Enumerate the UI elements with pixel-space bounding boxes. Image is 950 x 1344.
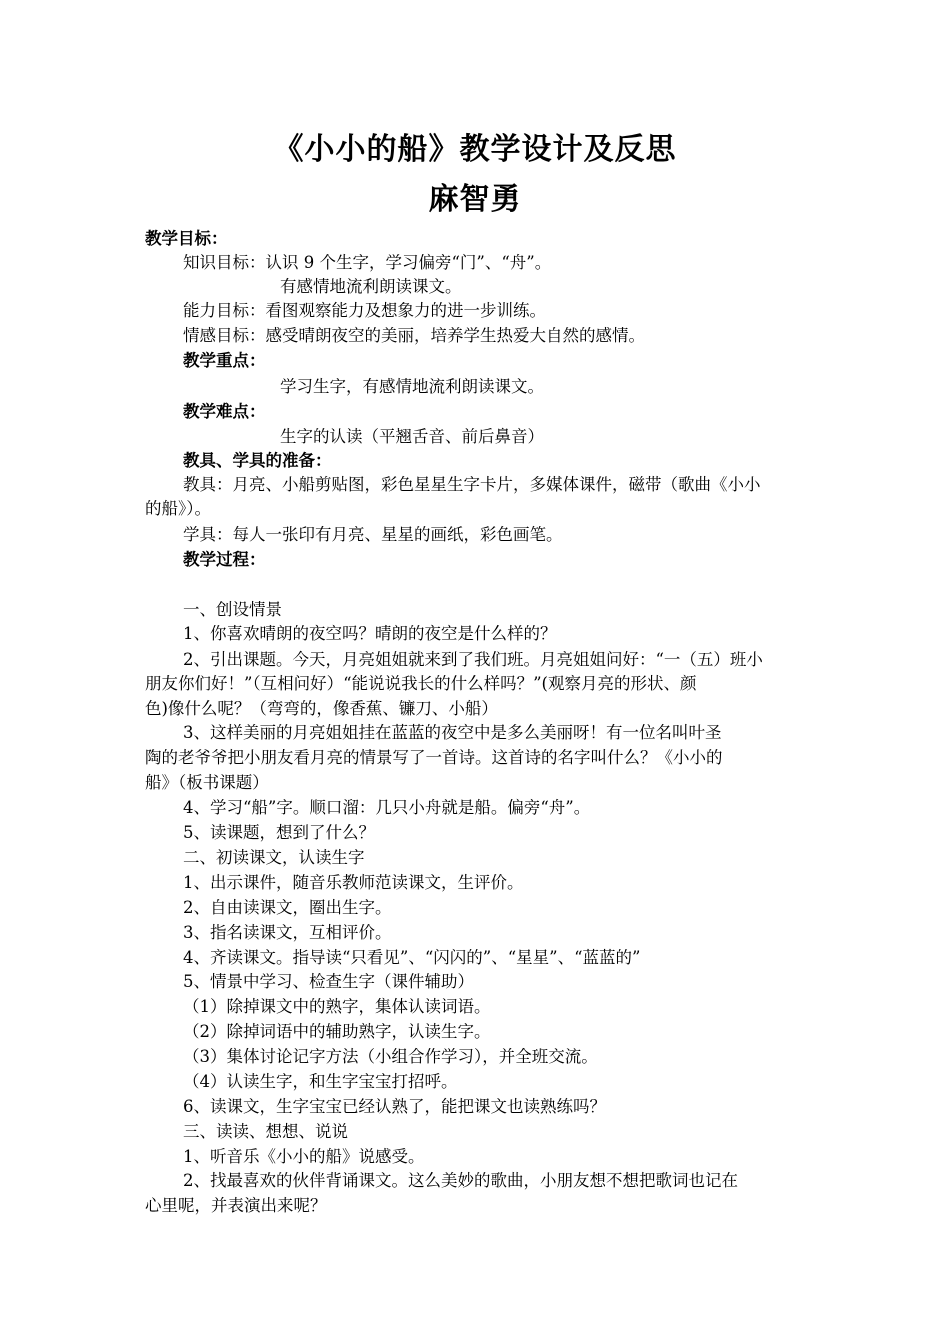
process-step-heading: 三、读读、想想、说说: [183, 1122, 348, 1141]
process-subitem: （2）除掉词语中的辅助熟字，认读生字。: [183, 1022, 491, 1041]
process-item-cont: 船》（板书课题）: [145, 773, 269, 792]
process-item: 3、这样美丽的月亮姐姐挂在蓝蓝的夜空中是多么美丽呀！有一位名叫叶圣: [183, 723, 722, 742]
process-item: 5、读课题，想到了什么？: [183, 823, 375, 842]
process-item-cont: 朋友你们好！”（互相问好）“能说说我长的什么样吗？”(观察月亮的形状、颜: [145, 674, 697, 693]
author-name: 麻智勇: [428, 182, 522, 217]
process-subitem: （1）除掉课文中的熟字，集体认读词语。: [183, 997, 491, 1016]
process-item: 5、情景中学习、检查生字（课件辅助）: [183, 972, 474, 991]
process-item: 2、找最喜欢的伙伴背诵课文。这么美妙的歌曲，小朋友想不想把歌词也记在: [183, 1171, 738, 1190]
process-subitem: （4）认读生字，和生字宝宝打招呼。: [183, 1072, 458, 1091]
document-title: 《小小的船》教学设计及反思: [273, 132, 677, 167]
section-heading-difficulties: 教学难点：: [183, 402, 266, 421]
process-item-cont: 心里呢，并表演出来呢？: [145, 1196, 327, 1215]
process-item: 3、指名读课文，互相评价。: [183, 923, 392, 942]
section-heading-key-points: 教学重点：: [183, 351, 266, 370]
process-item: 2、引出课题。今天，月亮姐姐就来到了我们班。月亮姐姐问好：“一（五）班小: [183, 650, 763, 669]
ability-objective: 能力目标：看图观察能力及想象力的进一步训练。: [183, 301, 546, 320]
key-points-text: 学习生字，有感情地流利朗读课文。: [280, 377, 544, 396]
section-heading-objectives: 教学目标：: [145, 229, 228, 248]
process-item: 1、出示课件，随音乐教师范读课文，生评价。: [183, 873, 524, 892]
process-item: 4、齐读课文。指导读“只看见”、“闪闪的”、“星星”、“蓝蓝的”: [183, 948, 641, 967]
process-item: 2、自由读课文，圈出生字。: [183, 898, 392, 917]
section-heading-process: 教学过程：: [183, 550, 266, 569]
process-item: 4、学习“船”字。顺口溜：几只小舟就是船。偏旁“舟”。: [183, 798, 591, 817]
process-step-heading: 一、创设情景: [183, 600, 282, 619]
process-item: 6、读课文，生字宝宝已经认熟了，能把课文也读熟练吗？: [183, 1097, 606, 1116]
difficulties-text: 生字的认读（平翘舌音、前后鼻音）: [280, 427, 544, 446]
student-materials: 学具：每人一张印有月亮、星星的画纸，彩色画笔。: [183, 525, 563, 544]
knowledge-objective-cont: 有感情地流利朗读课文。: [280, 277, 462, 296]
section-heading-materials: 教具、学具的准备：: [183, 451, 332, 470]
process-item: 1、听音乐《小小的船》说感受。: [183, 1147, 425, 1166]
process-item-cont: 色)像什么呢？（弯弯的，像香蕉、镰刀、小船）: [145, 699, 498, 718]
knowledge-objective: 知识目标：认识 9 个生字，学习偏旁“门”、“舟”。: [183, 253, 552, 272]
process-item-cont: 陶的老爷爷把小朋友看月亮的情景写了一首诗。这首诗的名字叫什么？《小小的: [145, 748, 723, 767]
emotion-objective: 情感目标：感受晴朗夜空的美丽，培养学生热爱大自然的感情。: [183, 326, 645, 345]
process-subitem: （3）集体讨论记字方法（小组合作学习），并全班交流。: [183, 1047, 598, 1066]
process-step-heading: 二、初读课文，认读生字: [183, 848, 365, 867]
process-item: 1、你喜欢晴朗的夜空吗？晴朗的夜空是什么样的？: [183, 624, 557, 643]
teaching-aids: 教具：月亮、小船剪贴图，彩色星星生字卡片，多媒体课件，磁带（歌曲《小小: [183, 475, 761, 494]
teaching-aids-cont: 的船》）。: [145, 499, 211, 518]
